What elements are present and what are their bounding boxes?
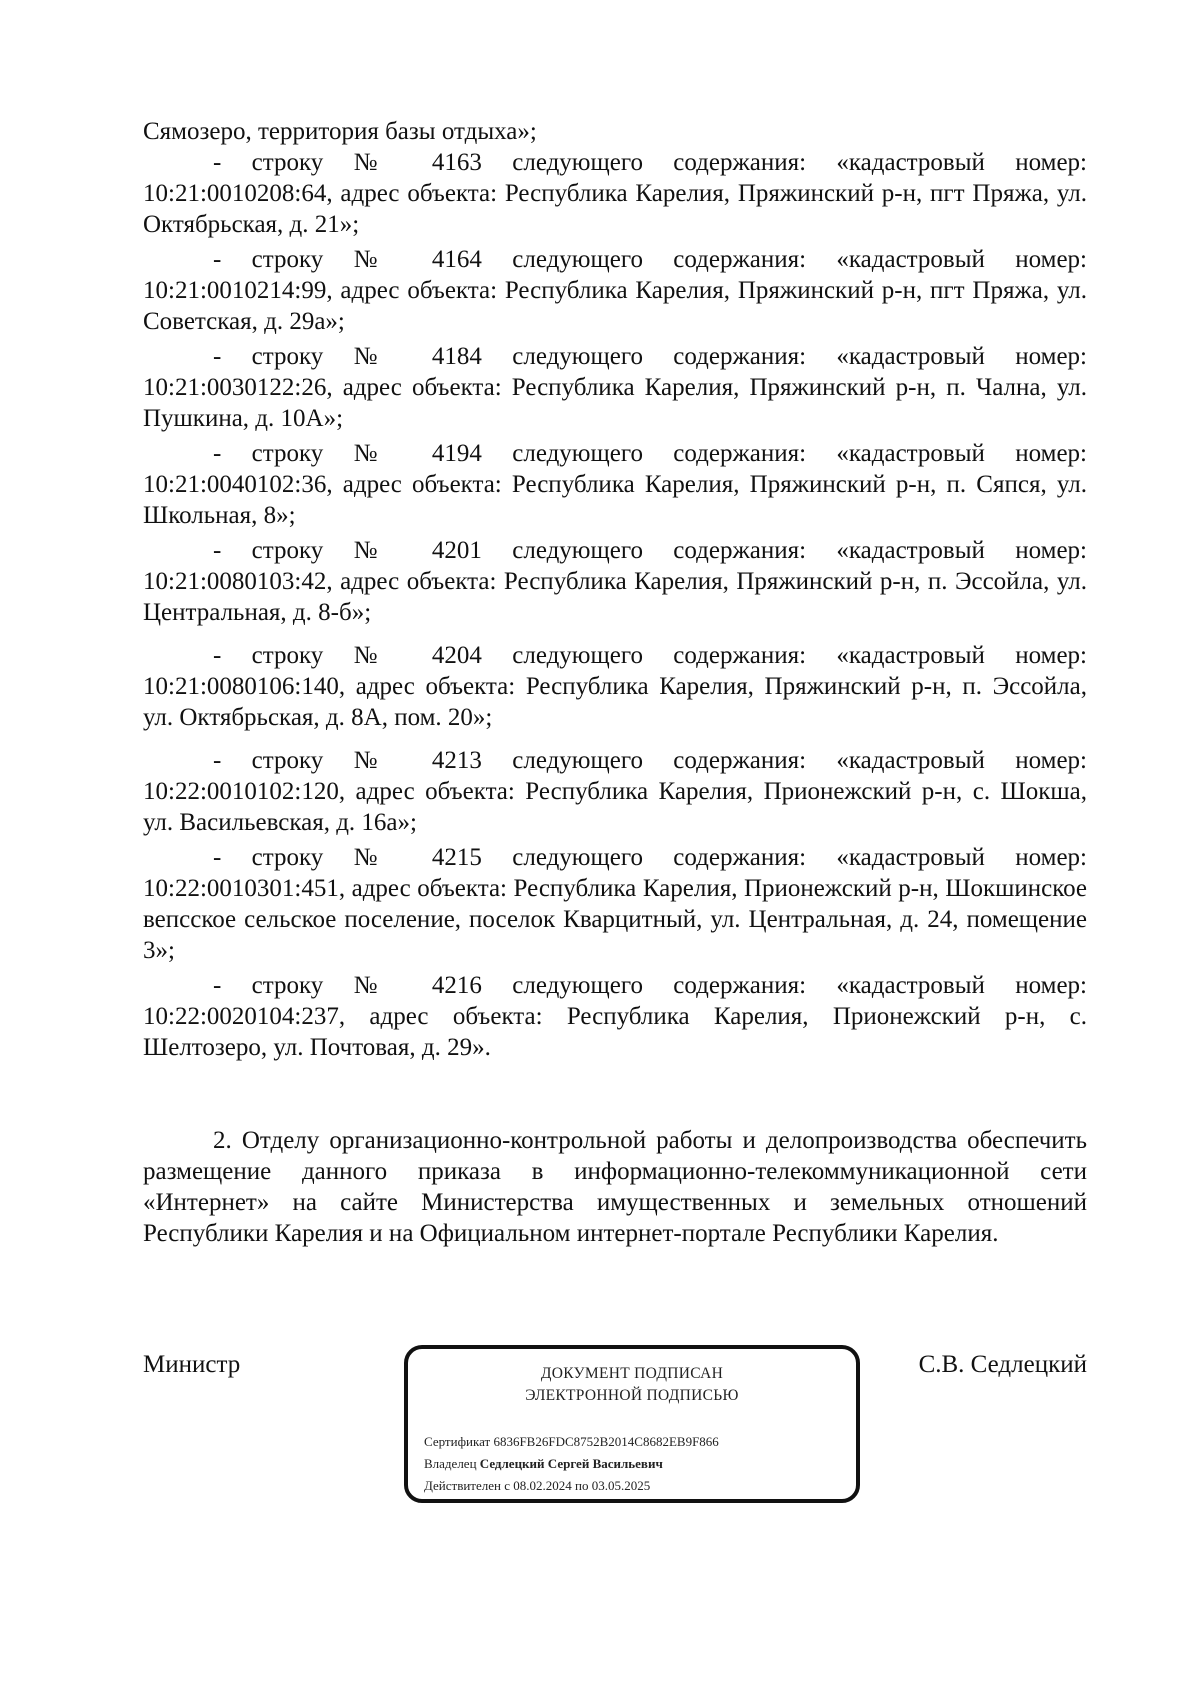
signatory-name: С.В. Седлецкий: [918, 1351, 1087, 1378]
owner-line: [424, 1453, 719, 1475]
continuation-text: Сямозеро, территория базы отдыха»;: [143, 118, 537, 145]
owner-value: Седлецкий Сергей Васильевич: [479, 1456, 663, 1471]
certificate-value: 6836FB26FDC8752B2014C8682EB9F866: [493, 1434, 719, 1449]
list-item: - строку № 4201 следующего содержания: «кадастровый номер: 10:21:0080103:42, адрес объекта: Республика Карелия, Пряжинский р-н, п. Эссойла, ул. Центральная, д. 8-б»;: [143, 537, 1087, 626]
valid-to-label: по: [575, 1478, 589, 1493]
valid-from: 08.02.2024: [513, 1478, 572, 1493]
validity-line: [424, 1475, 719, 1497]
list-item: - строку № 4163 следующего содержания: «кадастровый номер: 10:21:0010208:64, адрес объекта: Республика Карелия, Пряжинский р-н, пгт Пряжа, ул. Октябрьская, д. 21»;: [143, 149, 1087, 238]
list-item: - строку № 4216 следующего содержания: «кадастровый номер: 10:22:0020104:237, адрес объекта: Республика Карелия, Прионежский р-н, с. Шелтозеро, ул. Почтовая, д. 29».: [143, 972, 1087, 1061]
stamp-title-line: ДОКУМЕНТ ПОДПИСАН: [540, 1365, 724, 1382]
list-item: - строку № 4164 следующего содержания: «кадастровый номер: 10:21:0010214:99, адрес объекта: Республика Карелия, Пряжинский р-н, пгт Пряжа, ул. Советская, д. 29а»;: [143, 246, 1087, 335]
valid-label: Действителен с: [424, 1478, 510, 1493]
list-item: - строку № 4215 следующего содержания: «кадастровый номер: 10:22:0010301:451, адрес объекта: Республика Карелия, Прионежский р-н, Шокшинское вепсское сельское поселение, поселок Кварцитный, ул. Центральная, д. 24, помещение 3»;: [143, 844, 1087, 964]
signatory-position: Министр: [143, 1351, 241, 1378]
certificate-line: [424, 1431, 719, 1453]
valid-to: 03.05.2025: [591, 1478, 651, 1493]
certificate-label: Сертификат: [424, 1434, 491, 1449]
stamp-title-line: ЭЛЕКТРОННОЙ ПОДПИСЬЮ: [525, 1387, 739, 1404]
list-item: - строку № 4204 следующего содержания: «кадастровый номер: 10:21:0080106:140, адрес объекта: Республика Карелия, Пряжинский р-н, п. Эссойла, ул. Октябрьская, д. 8А, пом. 20»;: [143, 642, 1087, 731]
list-item: - строку № 4194 следующего содержания: «кадастровый номер: 10:21:0040102:36, адрес объекта: Республика Карелия, Пряжинский р-н, п. Сяпся, ул. Школьная, 8»;: [143, 440, 1087, 529]
document-page: [143, 116, 1087, 1380]
list-item: - строку № 4213 следующего содержания: «кадастровый номер: 10:22:0010102:120, адрес объекта: Республика Карелия, Прионежский р-н, с. Шокша, ул. Васильевская, д. 16а»;: [143, 747, 1087, 836]
paragraph-2: 2. Отделу организационно-контрольной работы и делопроизводства обеспечить размещение данного приказа в информационно-телекоммуникационной сети «Интернет» на сайте Министерства имущественных и земельных отношений Республики Карелия и на Официальном интернет-портале Республики Карелия.: [143, 1127, 1087, 1247]
spacer: [143, 1067, 1087, 1125]
stamp-title: [408, 1363, 856, 1407]
list-item: - строку № 4184 следующего содержания: «кадастровый номер: 10:21:0030122:26, адрес объекта: Республика Карелия, Пряжинский р-н, п. Чална, ул. Пушкина, д. 10А»;: [143, 343, 1087, 432]
owner-label: Владелец: [424, 1456, 477, 1471]
stamp-details: [424, 1431, 719, 1497]
spacer: [143, 1249, 1087, 1349]
electronic-signature-stamp: [404, 1345, 860, 1503]
